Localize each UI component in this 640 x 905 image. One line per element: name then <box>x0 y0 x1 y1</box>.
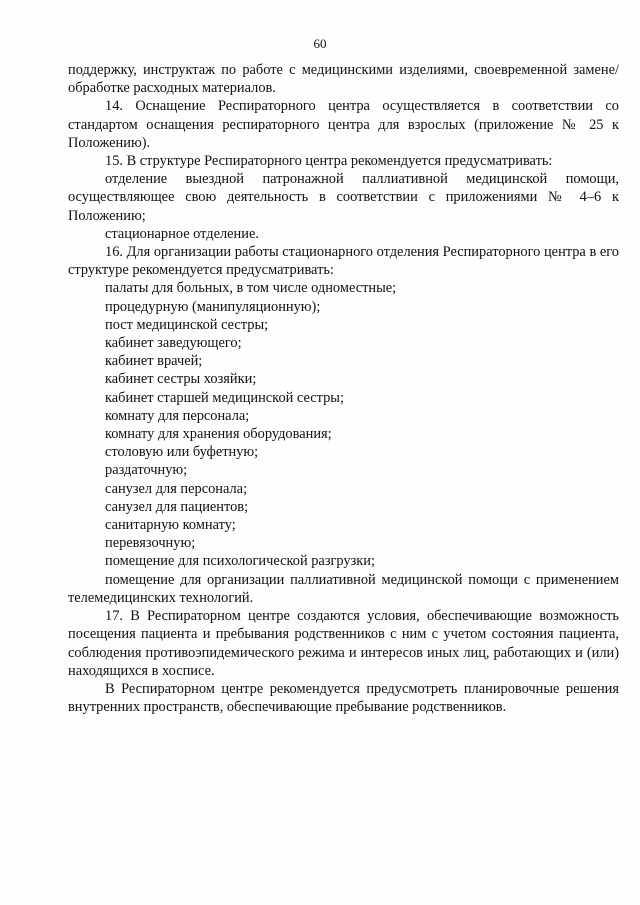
page-number: 60 <box>313 36 327 51</box>
paragraph: поддержку, инструктаж по работе с медицинскими изделиями, своевременной замене/обработке расходных материалов. <box>68 62 619 97</box>
list-item: процедурную (манипуляционную); <box>105 298 321 315</box>
paragraph: В Респираторном центре рекомендуется предусмотреть планировочные решения внутренних пространств, обеспечивающие пребывание родственников. <box>68 680 619 716</box>
document-body <box>68 61 619 716</box>
paragraph: 15. В структуре Респираторного центра рекомендуется предусматривать: <box>105 153 553 170</box>
list-item: кабинет врачей; <box>105 353 203 370</box>
list-item: кабинет заведующего; <box>105 335 242 352</box>
list-item: комнату для персонала; <box>105 407 250 424</box>
list-item: санитарную комнату; <box>105 517 236 534</box>
paragraph: 14. Оснащение Респираторного центра осуществляется в соответствии со стандартом оснащения респираторного центра для взрослых (приложение № 25 к Положению). <box>68 98 619 151</box>
list-item: кабинет сестры хозяйки; <box>105 371 257 388</box>
list-item: санузел для пациентов; <box>105 498 249 515</box>
list-item: столовую или буфетную; <box>105 444 259 461</box>
paragraph: отделение выездной патронажной паллиативной медицинской помощи, осуществляющее свою деятельность в соответствии с приложениями № 4–6 к Положению; <box>68 171 619 224</box>
list-item: санузел для персонала; <box>105 480 248 497</box>
list-item: комнату для хранения оборудования; <box>105 426 332 443</box>
paragraph: помещение для организации паллиативной медицинской помощи с применением телемедицинских технологий. <box>68 571 619 606</box>
list-item: палаты для больных, в том числе одноместные; <box>105 280 397 297</box>
paragraph: 17. В Респираторном центре создаются условия, обеспечивающие возможность посещения пациента и пребывания родственников с ним с учетом состояния пациента, соблюдения противоэпидемического режима и интересов иных лиц, работающих и (или) находящихся в хосписе. <box>68 608 619 679</box>
list-item: пост медицинской сестры; <box>105 316 269 333</box>
list-item: помещение для психологической разгрузки; <box>105 553 375 570</box>
list-item: раздаточную; <box>105 462 188 479</box>
list-item: кабинет старшей медицинской сестры; <box>105 389 344 406</box>
list-item: перевязочную; <box>105 535 196 552</box>
paragraph: 16. Для организации работы стационарного отделения Респираторного центра в его структуре рекомендуется предусматривать: <box>68 244 619 279</box>
list-item: стационарное отделение. <box>105 225 259 242</box>
